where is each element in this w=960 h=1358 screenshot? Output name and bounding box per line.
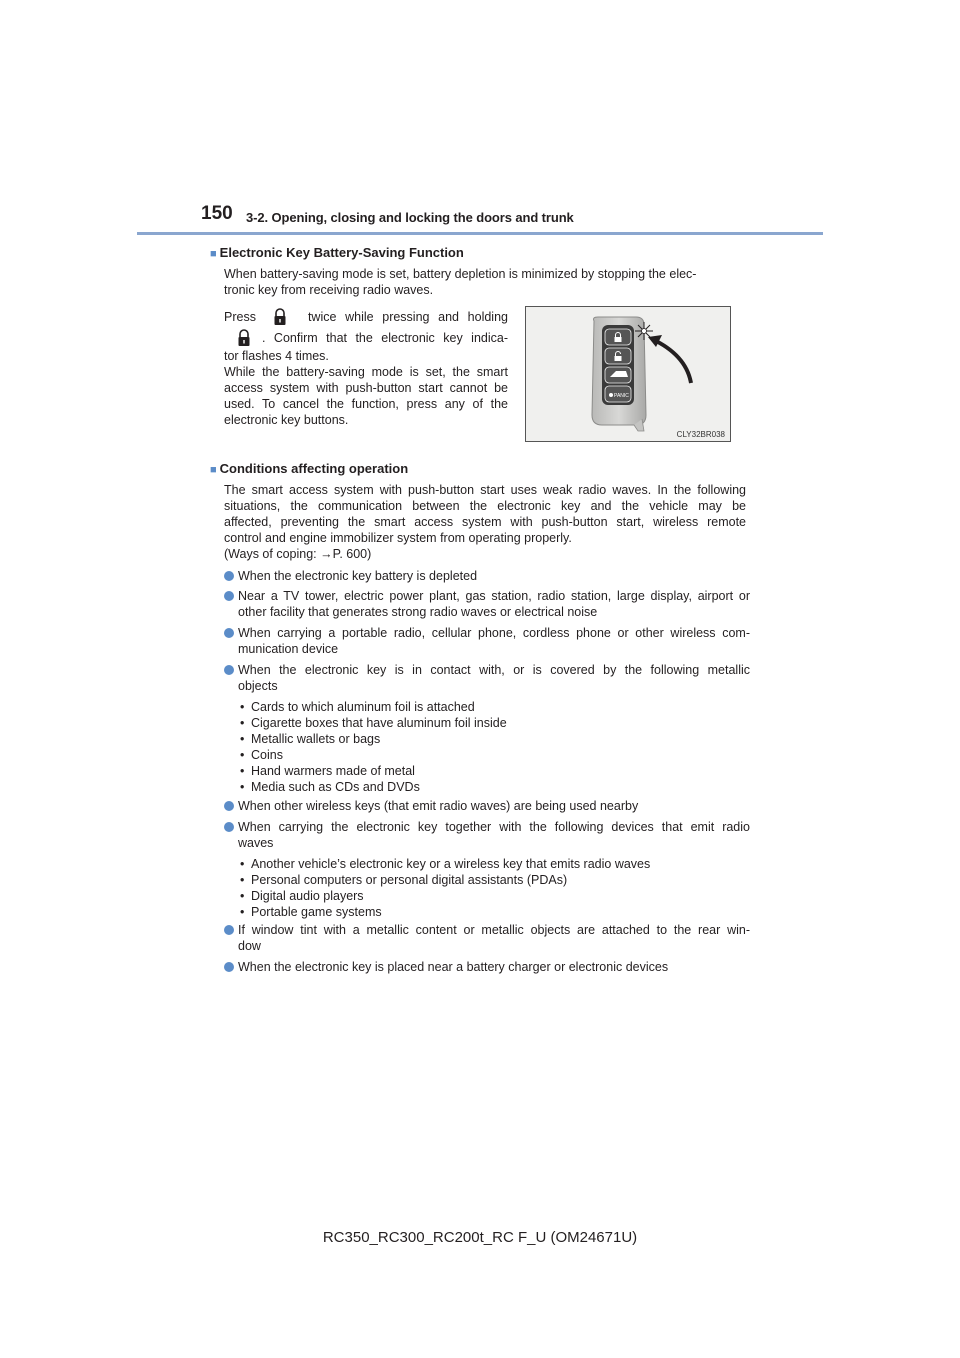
figure-code: CLY32BR038 <box>676 430 725 439</box>
list-item-text: Cigarette boxes that have aluminum foil inside <box>251 716 507 730</box>
list-item <box>240 699 507 715</box>
condition-text: When carrying the electronic key together with the following devices that emit radio <box>238 820 750 834</box>
battery-saving-heading <box>210 245 464 260</box>
list-item-text: Another vehicle’s electronic key or a wireless key that emits radio waves <box>251 857 651 871</box>
condition-text: dow <box>238 939 261 953</box>
list-item <box>240 763 507 779</box>
conditions-heading <box>210 461 408 476</box>
list-item <box>240 747 507 763</box>
header-divider <box>137 232 823 235</box>
battery-saving-instructions <box>224 308 508 428</box>
intro-line: When battery-saving mode is set, battery depletion is minimized by stopping the elec- <box>224 267 697 281</box>
condition-item <box>224 922 750 954</box>
sub-bullet: • <box>240 700 245 714</box>
conditions-intro <box>224 482 746 562</box>
instruction-line: electronic key buttons. <box>224 413 349 427</box>
list-item-text: Metallic wallets or bags <box>251 732 381 746</box>
press-word: Press <box>224 310 256 324</box>
intro-line: situations, the communication between the electronic key and the vehicle may be <box>224 499 746 513</box>
lock-icon <box>234 328 254 348</box>
sub-bullet: • <box>240 764 245 778</box>
list-item <box>240 779 507 795</box>
page-number: 150 <box>201 203 233 224</box>
list-item-text: Portable game systems <box>251 905 382 919</box>
metallic-objects-list <box>240 699 507 795</box>
list-item-text: Media such as CDs and DVDs <box>251 780 420 794</box>
list-item-text: Digital audio players <box>251 889 364 903</box>
ways-of-coping-reference: (Ways of coping: →P. 600) <box>224 547 372 561</box>
condition-text: waves <box>238 836 274 850</box>
list-item <box>240 715 507 731</box>
condition-text: other facility that generates strong radio waves or electrical noise <box>238 605 598 619</box>
intro-line: affected, preventing the smart access system with push-button start, wireless remote <box>224 515 746 529</box>
radio-devices-list <box>240 856 650 920</box>
condition-item <box>224 588 750 620</box>
condition-text: objects <box>238 679 278 693</box>
round-bullet-icon <box>224 665 234 675</box>
condition-text: When the electronic key is placed near a battery charger or electronic devices <box>238 960 669 974</box>
list-item-text: Personal computers or personal digital assistants (PDAs) <box>251 873 568 887</box>
round-bullet-icon <box>224 925 234 935</box>
after-icon-text: twice while pressing and holding <box>307 310 508 324</box>
list-item <box>240 888 650 904</box>
condition-text: When other wireless keys (that emit radio waves) are being used nearby <box>238 799 639 813</box>
electronic-key-figure <box>525 306 731 442</box>
instruction-line: While the battery-saving mode is set, the smart <box>224 365 508 379</box>
condition-text: When the electronic key battery is depleted <box>238 569 478 583</box>
round-bullet-icon <box>224 591 234 601</box>
list-item <box>240 872 650 888</box>
condition-text: munication device <box>238 642 339 656</box>
lock-icon <box>270 307 290 327</box>
condition-text: Near a TV tower, electric power plant, gas station, radio station, large display, airport or <box>238 589 750 603</box>
model-code-footer: RC350_RC300_RC200t_RC F_U (OM24671U) <box>322 1229 638 1246</box>
condition-item <box>224 959 750 975</box>
condition-item <box>224 625 750 657</box>
round-bullet-icon <box>224 822 234 832</box>
round-bullet-icon <box>224 962 234 972</box>
list-item-text: Coins <box>251 748 283 762</box>
sub-bullet: • <box>240 732 245 746</box>
sub-bullet: • <box>240 716 245 730</box>
condition-item <box>224 798 750 814</box>
condition-item <box>224 819 750 851</box>
electronic-key-illustration <box>526 307 731 442</box>
sub-bullet: • <box>240 780 245 794</box>
round-bullet-icon <box>224 628 234 638</box>
battery-saving-heading-text: Electronic Key Battery-Saving Function <box>219 245 464 260</box>
sub-bullet: • <box>240 748 245 762</box>
list-item-text: Cards to which aluminum foil is attached <box>251 700 475 714</box>
instruction-line: . Confirm that the electronic key indica- <box>262 331 508 345</box>
condition-text: When carrying a portable radio, cellular phone, cordless phone or other wireless com- <box>238 626 750 640</box>
round-bullet-icon <box>224 571 234 581</box>
list-item <box>240 904 650 920</box>
list-item <box>240 856 650 872</box>
sub-bullet: • <box>240 857 245 871</box>
conditions-heading-text: Conditions affecting operation <box>219 461 409 476</box>
condition-text: If window tint with a metallic content or metallic objects are attached to the rear win- <box>238 923 750 937</box>
square-bullet-icon: ■ <box>210 464 217 476</box>
intro-line: tronic key from receiving radio waves. <box>224 283 434 297</box>
list-item <box>240 731 507 747</box>
condition-item <box>224 568 750 584</box>
sub-bullet: • <box>240 873 245 887</box>
condition-text: When the electronic key is in contact with, or is covered by the following metallic <box>238 663 750 677</box>
instruction-line: tor flashes 4 times. <box>224 349 329 363</box>
intro-line: The smart access system with push-button start uses weak radio waves. In the following <box>224 483 746 497</box>
list-item-text: Hand warmers made of metal <box>251 764 415 778</box>
sub-bullet: • <box>240 889 245 903</box>
square-bullet-icon: ■ <box>210 248 217 260</box>
panic-button-label: PANIC <box>614 393 629 399</box>
intro-line: control and engine immobilizer system from operating properly. <box>224 531 572 545</box>
instruction-line: access system with push-button start cannot be <box>224 381 508 395</box>
instruction-line: used. To cancel the function, press any of the <box>224 397 508 411</box>
condition-item <box>224 662 750 694</box>
round-bullet-icon <box>224 801 234 811</box>
battery-saving-intro <box>224 266 746 298</box>
sub-bullet: • <box>240 905 245 919</box>
section-title: 3-2. Opening, closing and locking the doors and trunk <box>246 210 574 225</box>
